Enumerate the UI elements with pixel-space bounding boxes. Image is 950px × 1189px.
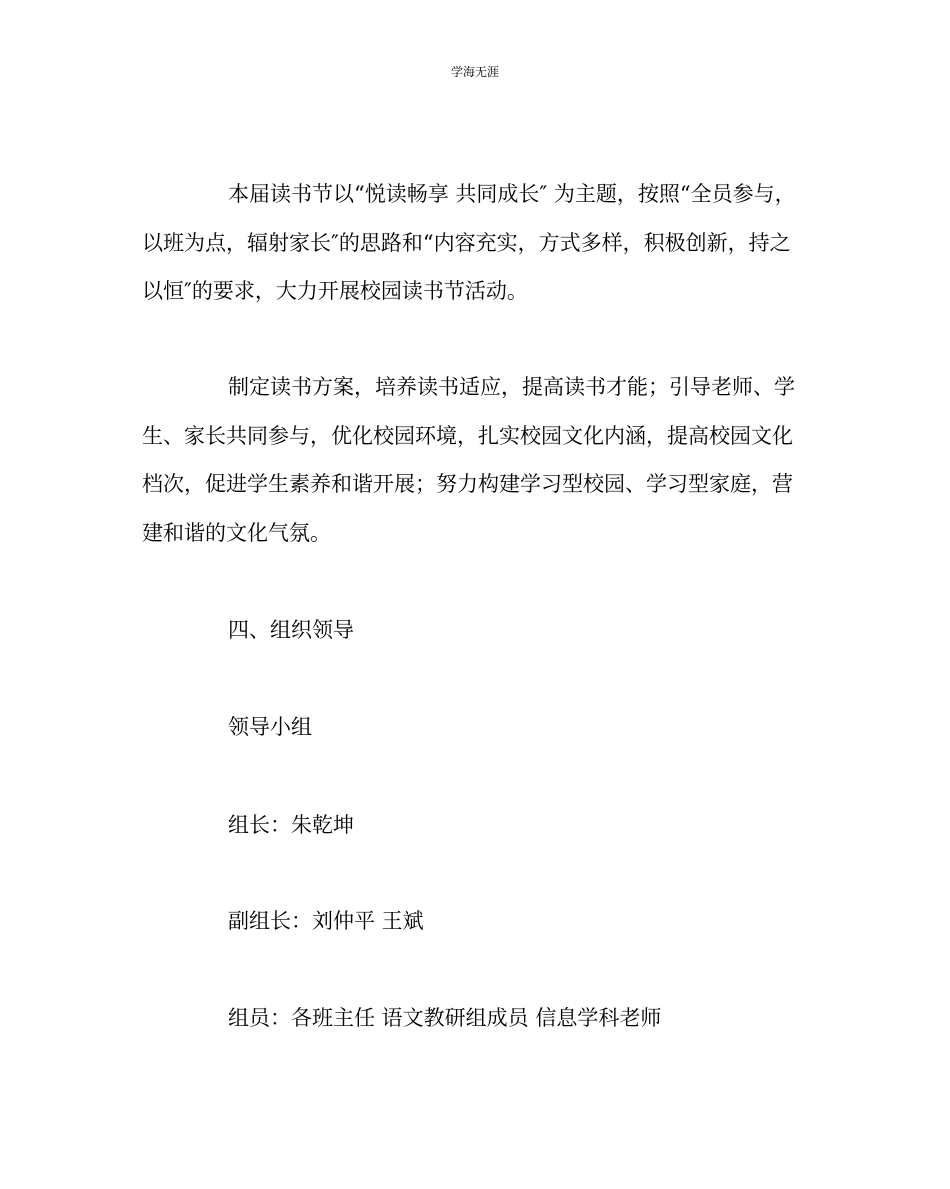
group-members: 组员：各班主任 语文教研组成员 信息学科老师 <box>228 1006 662 1030</box>
paragraph-theme: 本届读书节以“悦读畅享 共同成长″ 为主题，按照“全员参与，以班为点，辐射家长″的思路和“内容充实，方式多样，积极创新，持之以恒″的要求，大力开展校园读书节活动。 <box>142 182 796 303</box>
group-title: 领导小组 <box>228 715 312 739</box>
paragraph-goals: 制定读书方案，培养读书适应，提高读书才能；引导老师、学生、家长共同参与，优化校园环境，扎实校园文化内涵，提高校园文化档次，促进学生素养和谐开展；努力构建学习型校园、学习型家庭，营建和谐的文化气氛。 <box>142 375 795 545</box>
group-deputy: 副组长：刘仲平 王斌 <box>228 909 424 933</box>
page-header: 学海无涯 <box>450 65 499 79</box>
section-heading: 四、组织领导 <box>228 618 354 642</box>
group-leader: 组长：朱乾坤 <box>228 813 354 837</box>
